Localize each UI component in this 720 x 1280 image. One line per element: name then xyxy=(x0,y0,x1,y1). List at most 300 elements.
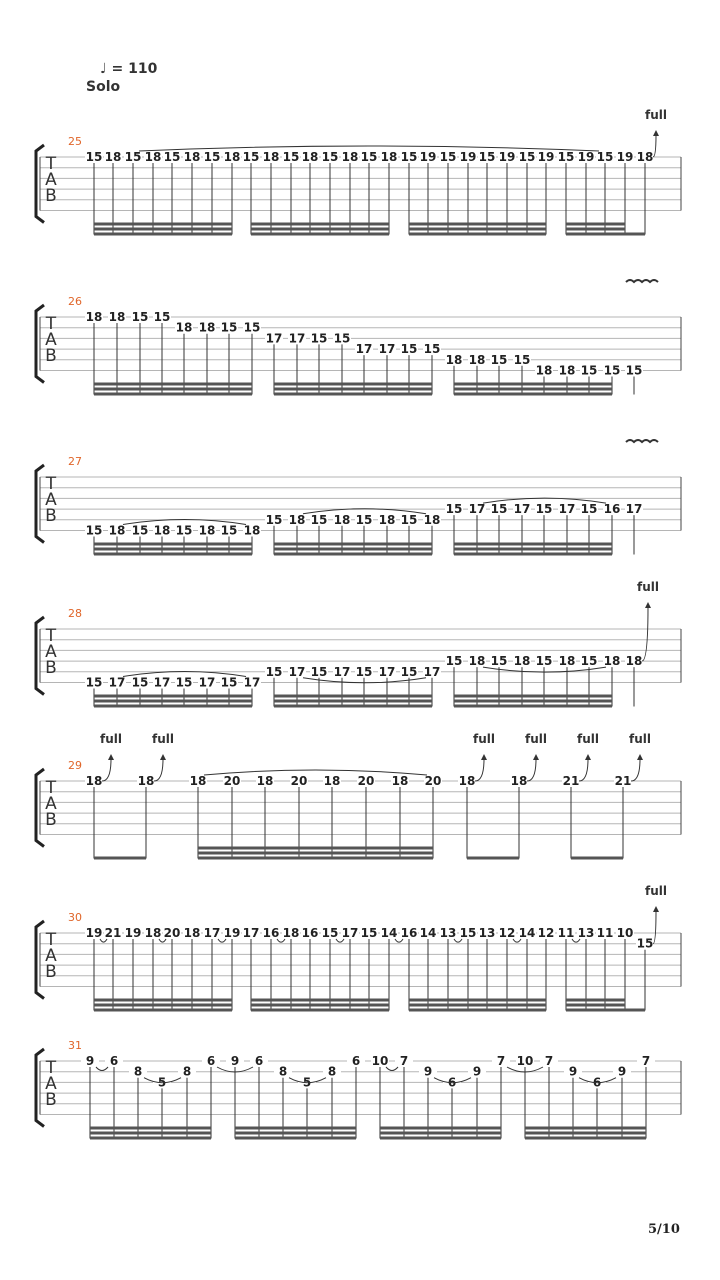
bend-curve xyxy=(579,759,588,781)
fret-number: 11 xyxy=(596,926,614,940)
beam xyxy=(94,393,252,396)
fret-number: 18 xyxy=(458,774,476,788)
fret-number: 20 xyxy=(163,926,181,940)
bend-label: full xyxy=(645,108,667,122)
beam xyxy=(525,1137,646,1140)
fret-number: 15 xyxy=(513,352,531,367)
beam xyxy=(94,999,232,1002)
fret-number: 15 xyxy=(175,675,193,690)
fret-number: 6 xyxy=(254,1054,264,1068)
measure-number: 27 xyxy=(68,455,82,468)
beam xyxy=(566,233,625,236)
fret-number: 18 xyxy=(636,150,654,164)
beam xyxy=(94,857,146,860)
fret-number: 15 xyxy=(445,654,463,669)
beam xyxy=(409,1004,546,1007)
fret-number: 15 xyxy=(490,352,508,367)
fret-number: 18 xyxy=(288,512,306,527)
fret-number: 18 xyxy=(468,654,486,669)
fret-number: 21 xyxy=(562,774,580,788)
fret-number: 19 xyxy=(419,150,437,164)
fret-number: 18 xyxy=(378,512,396,527)
beam xyxy=(94,548,252,551)
fret-number: 17 xyxy=(625,502,643,517)
fret-number: 18 xyxy=(535,363,553,378)
bend-arrowhead xyxy=(160,754,166,760)
fret-number: 15 xyxy=(131,310,149,324)
fret-number: 18 xyxy=(175,320,193,335)
bend-arrowhead xyxy=(481,754,487,760)
beam xyxy=(235,1127,356,1130)
beam xyxy=(274,543,432,546)
page-number: 5/10 xyxy=(648,1222,680,1237)
beam xyxy=(198,852,433,855)
beam xyxy=(94,383,252,386)
beam xyxy=(454,695,612,698)
fret-number: 15 xyxy=(535,654,553,669)
fret-number: 18 xyxy=(423,512,441,527)
fret-number: 16 xyxy=(603,502,621,517)
fret-number: 10 xyxy=(516,1054,534,1068)
bend-curve xyxy=(475,759,484,781)
beam xyxy=(454,705,612,708)
beam xyxy=(90,1132,211,1135)
fret-number: 15 xyxy=(459,926,477,940)
fret-number: 17 xyxy=(243,675,261,690)
fret-number: 18 xyxy=(85,310,103,324)
beam xyxy=(274,393,432,396)
tab-clef-letter: B xyxy=(45,506,57,526)
fret-number: 15 xyxy=(220,675,238,690)
fret-number: 18 xyxy=(144,926,162,940)
fret-number: 18 xyxy=(108,523,126,538)
bend-arrowhead xyxy=(585,754,591,760)
fret-number: 16 xyxy=(400,926,418,940)
beam xyxy=(274,388,432,391)
beam xyxy=(251,233,389,236)
fret-number: 15 xyxy=(163,150,181,164)
fret-number: 19 xyxy=(223,926,241,940)
fret-number: 18 xyxy=(137,774,155,788)
fret-number: 15 xyxy=(175,523,193,538)
beam xyxy=(454,383,612,386)
fret-number: 18 xyxy=(153,523,171,538)
fret-number: 18 xyxy=(282,926,300,940)
beam xyxy=(94,695,252,698)
tab-clef-letter: B xyxy=(45,658,57,678)
beam xyxy=(94,705,252,708)
fret-number: 15 xyxy=(603,363,621,378)
bend-curve xyxy=(527,759,536,781)
beam xyxy=(251,999,389,1002)
beam xyxy=(251,1009,389,1012)
fret-number: 7 xyxy=(399,1054,409,1068)
fret-number: 19 xyxy=(85,926,103,940)
fret-number: 15 xyxy=(265,512,283,527)
fret-number: 17 xyxy=(203,926,221,940)
tab-clef-letter: A xyxy=(45,170,57,190)
fret-number: 15 xyxy=(580,363,598,378)
fret-number: 18 xyxy=(243,523,261,538)
beam xyxy=(566,223,625,226)
beam xyxy=(409,233,546,236)
fret-number: 17 xyxy=(341,926,359,940)
fret-number: 17 xyxy=(288,331,306,346)
beam xyxy=(625,233,645,236)
beam xyxy=(566,999,625,1002)
beam xyxy=(94,388,252,391)
beam xyxy=(380,1132,501,1135)
measure-number: 31 xyxy=(68,1039,82,1052)
fret-number: 15 xyxy=(490,502,508,517)
fret-number: 18 xyxy=(183,150,201,164)
beam xyxy=(235,1132,356,1135)
fret-number: 17 xyxy=(288,664,306,679)
beam xyxy=(94,228,232,231)
bend-arrowhead xyxy=(645,602,651,608)
tab-clef-letter: T xyxy=(45,626,57,646)
bend-label: full xyxy=(637,580,659,594)
fret-number: 18 xyxy=(189,774,207,788)
fret-number: 19 xyxy=(537,150,555,164)
tempo-label: = 110 xyxy=(111,61,158,77)
fret-number: 15 xyxy=(242,150,260,164)
fret-number: 8 xyxy=(133,1064,143,1079)
beam xyxy=(625,1009,645,1012)
fret-number: 17 xyxy=(355,342,373,357)
fret-number: 19 xyxy=(616,150,634,164)
fret-number: 17 xyxy=(558,502,576,517)
tab-clef-letter: B xyxy=(45,1090,57,1110)
beam xyxy=(409,223,546,226)
beam xyxy=(235,1137,356,1140)
fret-number: 16 xyxy=(301,926,319,940)
fret-number: 17 xyxy=(153,675,171,690)
fret-number: 10 xyxy=(371,1054,389,1068)
beam xyxy=(454,388,612,391)
fret-number: 15 xyxy=(439,150,457,164)
fret-number: 21 xyxy=(614,774,632,788)
fret-number: 15 xyxy=(478,150,496,164)
fret-number: 15 xyxy=(625,363,643,378)
beam xyxy=(409,999,546,1002)
fret-number: 8 xyxy=(278,1064,288,1079)
fret-number: 10 xyxy=(616,926,634,940)
tab-clef-letter: A xyxy=(45,490,57,510)
fret-number: 18 xyxy=(625,654,643,669)
beam xyxy=(380,1127,501,1130)
fret-number: 15 xyxy=(400,150,418,164)
beam xyxy=(571,857,623,860)
beam xyxy=(90,1127,211,1130)
bend-label: full xyxy=(645,884,667,898)
bend-label: full xyxy=(473,732,495,746)
tab-clef-letter: A xyxy=(45,946,57,966)
fret-number: 15 xyxy=(243,320,261,335)
fret-number: 15 xyxy=(355,664,373,679)
fret-number: 15 xyxy=(131,675,149,690)
beam xyxy=(94,553,252,556)
fret-number: 17 xyxy=(242,926,260,940)
bend-label: full xyxy=(577,732,599,746)
fret-number: 15 xyxy=(518,150,536,164)
bend-curve xyxy=(631,759,640,781)
slur-arc xyxy=(96,1067,108,1071)
bend-label: full xyxy=(100,732,122,746)
fret-number: 15 xyxy=(557,150,575,164)
beam xyxy=(90,1137,211,1140)
fret-number: 6 xyxy=(206,1054,216,1068)
fret-number: 18 xyxy=(144,150,162,164)
fret-number: 18 xyxy=(108,310,126,324)
beam xyxy=(467,857,519,860)
fret-number: 15 xyxy=(423,342,441,357)
fret-number: 15 xyxy=(85,523,103,538)
beam xyxy=(525,1127,646,1130)
fret-number: 9 xyxy=(617,1064,627,1079)
fret-number: 9 xyxy=(85,1054,95,1068)
tab-clef-letter: T xyxy=(45,778,57,798)
beam xyxy=(94,543,252,546)
fret-number: 15 xyxy=(220,320,238,335)
fret-number: 14 xyxy=(419,926,437,940)
fret-number: 20 xyxy=(424,774,442,788)
tab-clef-letter: T xyxy=(45,1058,57,1078)
fret-number: 17 xyxy=(265,331,283,346)
beam xyxy=(251,1004,389,1007)
fret-number: 12 xyxy=(498,926,516,940)
fret-number: 15 xyxy=(580,654,598,669)
fret-number: 20 xyxy=(290,774,308,788)
fret-number: 15 xyxy=(310,512,328,527)
bend-arrowhead xyxy=(653,906,659,912)
fret-number: 12 xyxy=(537,926,555,940)
fret-number: 15 xyxy=(490,654,508,669)
tab-clef-letter: B xyxy=(45,810,57,830)
fret-number: 15 xyxy=(321,926,339,940)
fret-number: 18 xyxy=(256,774,274,788)
bend-label: full xyxy=(152,732,174,746)
fret-number: 17 xyxy=(513,502,531,517)
tab-clef-letter: A xyxy=(45,330,57,350)
tab-clef-letter: A xyxy=(45,794,57,814)
fret-number: 15 xyxy=(85,150,103,164)
fret-number: 15 xyxy=(310,664,328,679)
beam xyxy=(525,1132,646,1135)
fret-number: 18 xyxy=(323,774,341,788)
fret-number: 19 xyxy=(577,150,595,164)
fret-number: 15 xyxy=(355,512,373,527)
fret-number: 15 xyxy=(596,150,614,164)
beam xyxy=(409,1009,546,1012)
fret-number: 15 xyxy=(321,150,339,164)
fret-number: 16 xyxy=(262,926,280,940)
tab-clef-letter: B xyxy=(45,962,57,982)
beam xyxy=(454,543,612,546)
fret-number: 18 xyxy=(510,774,528,788)
fret-number: 6 xyxy=(592,1075,602,1090)
fret-number: 15 xyxy=(131,523,149,538)
fret-number: 6 xyxy=(447,1075,457,1090)
beam xyxy=(198,847,433,850)
fret-number: 18 xyxy=(85,774,103,788)
fret-number: 7 xyxy=(641,1054,651,1068)
fret-number: 6 xyxy=(109,1054,119,1068)
tab-clef-letter: T xyxy=(45,314,57,334)
beam xyxy=(274,700,432,703)
fret-number: 6 xyxy=(351,1054,361,1068)
tab-clef-letter: B xyxy=(45,186,57,206)
fret-number: 18 xyxy=(558,363,576,378)
fret-number: 18 xyxy=(391,774,409,788)
bend-arrowhead xyxy=(653,130,659,136)
fret-number: 15 xyxy=(124,150,142,164)
fret-number: 17 xyxy=(198,675,216,690)
fret-number: 17 xyxy=(423,664,441,679)
fret-number: 9 xyxy=(423,1064,433,1079)
fret-number: 18 xyxy=(445,352,463,367)
beam xyxy=(94,1004,232,1007)
beam xyxy=(566,228,625,231)
fret-number: 15 xyxy=(535,502,553,517)
beam xyxy=(198,857,433,860)
beam xyxy=(94,223,232,226)
fret-number: 19 xyxy=(498,150,516,164)
fret-number: 15 xyxy=(85,675,103,690)
bend-curve xyxy=(102,759,111,781)
fret-number: 7 xyxy=(496,1054,506,1068)
fret-number: 18 xyxy=(603,654,621,669)
fret-number: 18 xyxy=(104,150,122,164)
fret-number: 20 xyxy=(357,774,375,788)
beam xyxy=(274,383,432,386)
fret-number: 18 xyxy=(301,150,319,164)
section-label: Solo xyxy=(86,79,121,95)
fret-number: 18 xyxy=(468,352,486,367)
fret-number: 18 xyxy=(333,512,351,527)
beam xyxy=(566,1004,625,1007)
beam xyxy=(274,695,432,698)
fret-number: 15 xyxy=(220,523,238,538)
fret-number: 14 xyxy=(518,926,536,940)
beam xyxy=(454,548,612,551)
fret-number: 13 xyxy=(439,926,457,940)
measure-number: 26 xyxy=(68,295,82,308)
bend-arrowhead xyxy=(533,754,539,760)
beam xyxy=(454,553,612,556)
beam xyxy=(454,393,612,396)
tab-clef-letter: B xyxy=(45,346,57,366)
fret-number: 15 xyxy=(360,926,378,940)
bend-arrowhead xyxy=(637,754,643,760)
beam xyxy=(566,1009,625,1012)
fret-number: 18 xyxy=(380,150,398,164)
fret-number: 15 xyxy=(265,664,283,679)
bend-label: full xyxy=(525,732,547,746)
fret-number: 19 xyxy=(124,926,142,940)
fret-number: 15 xyxy=(153,310,171,324)
fret-number: 13 xyxy=(478,926,496,940)
fret-number: 9 xyxy=(230,1054,240,1068)
vibrato-mark xyxy=(626,440,658,442)
fret-number: 18 xyxy=(341,150,359,164)
bend-label: full xyxy=(629,732,651,746)
beam xyxy=(274,548,432,551)
tab-clef-letter: A xyxy=(45,642,57,662)
beam xyxy=(409,228,546,231)
fret-number: 15 xyxy=(400,342,418,357)
fret-number: 15 xyxy=(282,150,300,164)
bend-curve xyxy=(154,759,163,781)
beam xyxy=(380,1137,501,1140)
fret-number: 15 xyxy=(400,664,418,679)
tab-clef-letter: T xyxy=(45,474,57,494)
fret-number: 11 xyxy=(557,926,575,940)
fret-number: 20 xyxy=(223,774,241,788)
quarter-note-icon: ♩ xyxy=(100,61,107,77)
fret-number: 15 xyxy=(636,936,654,951)
fret-number: 17 xyxy=(108,675,126,690)
fret-number: 17 xyxy=(378,342,396,357)
beam xyxy=(274,553,432,556)
fret-number: 15 xyxy=(203,150,221,164)
beam xyxy=(94,700,252,703)
fret-number: 21 xyxy=(104,926,122,940)
beam xyxy=(251,228,389,231)
fret-number: 15 xyxy=(360,150,378,164)
beam xyxy=(94,1009,232,1012)
bend-arrowhead xyxy=(108,754,114,760)
bend-curve xyxy=(642,607,648,661)
fret-number: 19 xyxy=(459,150,477,164)
fret-number: 18 xyxy=(262,150,280,164)
fret-number: 15 xyxy=(400,512,418,527)
fret-number: 8 xyxy=(182,1064,192,1079)
beam xyxy=(251,223,389,226)
fret-number: 5 xyxy=(157,1075,167,1090)
fret-number: 7 xyxy=(544,1054,554,1068)
beam xyxy=(94,233,232,236)
measure-number: 29 xyxy=(68,759,82,772)
fret-number: 17 xyxy=(468,502,486,517)
fret-number: 8 xyxy=(327,1064,337,1079)
fret-number: 18 xyxy=(198,523,216,538)
fret-number: 15 xyxy=(310,331,328,346)
fret-number: 9 xyxy=(568,1064,578,1079)
measure-number: 30 xyxy=(68,911,82,924)
fret-number: 13 xyxy=(577,926,595,940)
fret-number: 18 xyxy=(558,654,576,669)
fret-number: 17 xyxy=(333,664,351,679)
fret-number: 15 xyxy=(333,331,351,346)
fret-number: 9 xyxy=(472,1064,482,1079)
fret-number: 14 xyxy=(380,926,398,940)
beam xyxy=(274,705,432,708)
fret-number: 17 xyxy=(378,664,396,679)
tab-clef-letter: A xyxy=(45,1074,57,1094)
fret-number: 18 xyxy=(223,150,241,164)
fret-number: 18 xyxy=(198,320,216,335)
fret-number: 18 xyxy=(183,926,201,940)
tab-clef-letter: T xyxy=(45,930,57,950)
fret-number: 18 xyxy=(513,654,531,669)
measure-number: 25 xyxy=(68,135,82,148)
measure-number: 28 xyxy=(68,607,82,620)
vibrato-mark xyxy=(626,280,658,282)
tab-clef-letter: T xyxy=(45,154,57,174)
beam xyxy=(454,700,612,703)
fret-number: 5 xyxy=(302,1075,312,1090)
